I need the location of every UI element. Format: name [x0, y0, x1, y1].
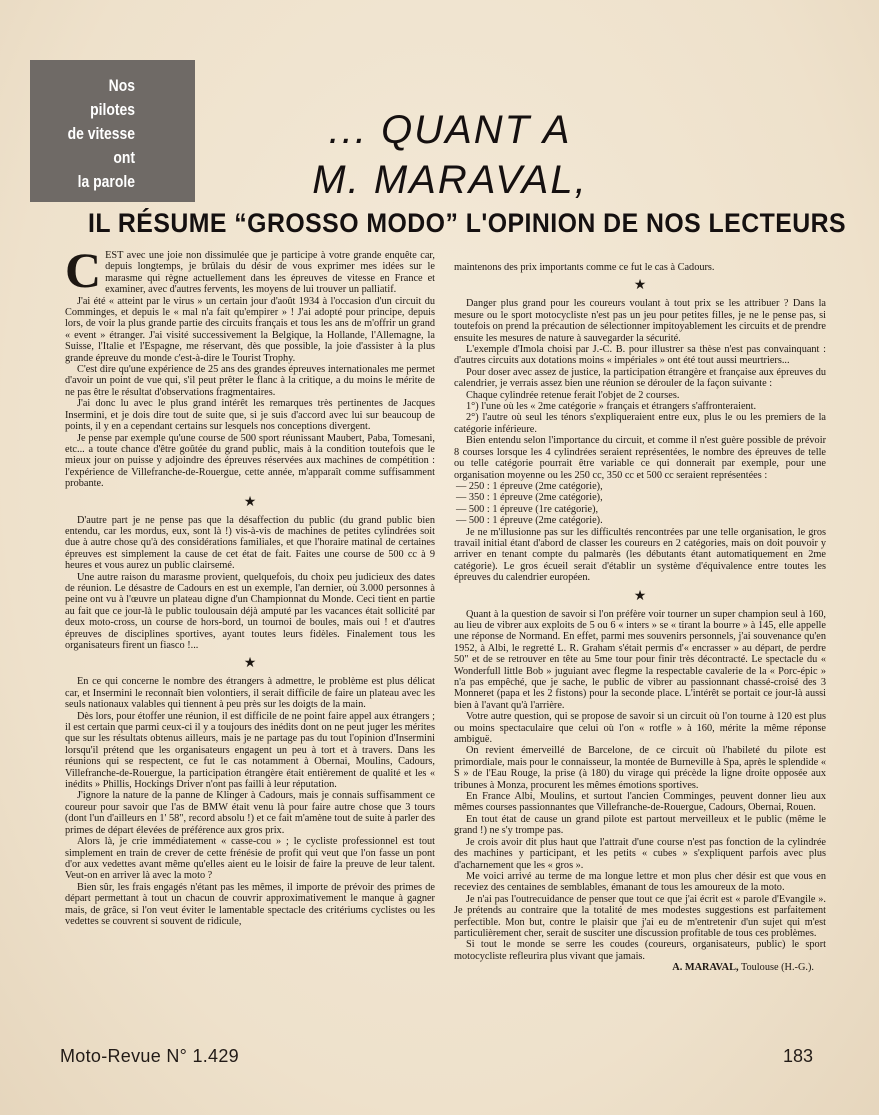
paragraph: C'est dire qu'une expérience de 25 ans des grandes épreuves internationales me permet d'avoir un point de vue qui, s'il peut prêter le flanc à la critique, a du moins le mérite de ne pas être le résultat d'observations fragmentaires. — [65, 364, 435, 398]
paragraph: 1°) l'une où les « 2me catégorie » français et étrangers s'affronteraient. — [466, 401, 757, 413]
drop-cap: C — [65, 242, 102, 298]
list-item: — 250 : 1 épreuve (2me catégorie), — [456, 480, 603, 492]
star-separator: ★ — [243, 656, 257, 672]
paragraph: L'exemple d'Imola choisi par J.-C. B. pour illustrer sa thèse n'est pas convainquant : d'autres circuits aux dotations moins « impériales » ont été tout aussi meurtriers... — [454, 344, 826, 367]
paragraph: Dès lors, pour étoffer une réunion, il est difficile de ne point faire appel aux étrangers ; il est certain que parmi ceux-ci il y a toujours des inédits dont on ne peut juger les mérites que sur les résultats obtenus ailleurs, mais je ne partage pas du tout l'opinion d'Insermini lorsqu'il prétend que les organisateurs engagent un peu à tort et à travers. Dans les réunions qui se respectent, ce fut le cas notamment à Obernai, Moulins, Cadours, Villefranche-de-Rouergue, la participation étrangère était entièrement de qualité et les « inédits » Phillis, Hockings Driver n'ont pas failli à leur réputation. — [65, 710, 436, 791]
list-item: — 500 : 1 épreuve (2me catégorie). — [456, 515, 603, 527]
paragraph: Je pense par exemple qu'une course de 500 sport réunissant Maubert, Paba, Tomesani, etc... a toute chance d'être goûtée du grand public, mais à la condition toutefois que le mieux jour on puisse y adjoindre des épreuves réservées aux machines de compétition : l'expérience de Villefranche-de-Rouergue, cette année, m'apparaît comme suffisamment probante. — [65, 432, 435, 490]
title-line-2: M. MARAVAL, — [312, 158, 588, 202]
paragraph: J'ai donc lu avec le plus grand intérêt les remarques très pertinentes de Jacques Insermini, et je dois dire tout de suite que, si je suis d'accord avec lui sur beaucoup de points, il y en a cependant certains sur lesquels nos conceptions divergent. — [65, 398, 435, 433]
signature — [454, 962, 826, 973]
paragraph: Quant à la question de savoir si l'on préfère voir tourner un super champion seul à 160, au lieu de vibrer aux exploits de 5 ou 6 « inters » se « tirant la bourre » à 145, elle appelle une réponse de Normand. En effet, parmi mes souvenirs personnels, j'ai souvenance qu'en 1952, à Albi, le regretté L. R. Graham s'était permis d'« encrasser » au départ, de perdre 50" et de se retrouver en tête au 5me tour pour finir très décontracté. Le spectacle du « Wonderfull little Bob » juguiant avec flegme la respectable cavalerie de la « Porc-épic » n'a pas empêché, que je sache, le public de vibrer au passionnant chassé-croisé des 3 Monneret (papa et les 2 fistons) pour la seconde place. L'intérêt se portait ce jour-là aussi bien à l'avant qu'à l'arrière. — [454, 608, 826, 711]
star-separator: ★ — [633, 278, 647, 294]
paragraph: Une autre raison du marasme provient, quelquefois, du choix peu judicieux des dates de réunion. Le désastre de Cadours en est un exemple, l'an dernier, où 3.000 personnes à peine ont vu à l'œuvre un plateau digne d'un Championnat du Monde. Ceci tient en partie au fait que ce jour-là le public toulousain déjà amputé par les vacances était sollicité par deux moto-cross, un course de hors-bord, un tournoi de boules, mais oui ! et d'autres épreuves de disciplines sportives, ayant toutes leurs fidèles. Finalement tous les organisateurs firent un fiasco !... — [65, 571, 435, 651]
paragraph: 2°) l'autre où seul les ténors s'expliqueraient entre eux, plus le ou les premiers de la catégorie inférieure. — [454, 412, 826, 435]
paragraph: CEST avec une joie non dissimulée que je participe à votre grande enquête car, depuis longtemps, je brûlais du désir de vous exprimer mes idées sur le marasme qui règne actuellement dans les épreuves de vitesse en France et examiner, avec d'autres fervents, les moyens de lui trouver un palliatif. — [65, 242, 435, 298]
paragraph: En tout état de cause un grand pilote est partout merveilleux et le public (même le grand !) ne s'y trompe pas. — [454, 813, 826, 837]
paragraph: On revient émerveillé de Barcelone, de ce circuit où l'habileté du pilote est primordiale, mais pour le connaisseur, la montée de Burneville à Spa, après le splendide « S » de l'Eau Rouge, la prise (à 180) du virage qui précède la ligne droite opposée aux tribunes à Monza, procurent les mêmes émotions sportives. — [454, 745, 826, 791]
author-place: Toulouse (H.-G.). — [740, 962, 814, 974]
paragraph: Si tout le monde se serre les coudes (coureurs, organisateurs, public) le sport motocycliste refleurira plus vivant que jamais. — [454, 939, 826, 962]
paragraph: Je n'ai pas l'outrecuidance de penser que tout ce que j'ai écrit est « parole d'Evangile ». Je prétends au contraire que la totalité de mes modestes suggestions est parfaitement perfectible. Mon but, contre le plaisir que j'ai eu de m'entretenir d'un sujet qui m'est particulièrement cher, serait de susciter une discussion profitable de tous ces problèmes. — [454, 893, 826, 939]
section-label-line: pilotes — [90, 100, 135, 119]
paragraph: maintenons des prix importants comme ce fut le cas à Cadours. — [454, 262, 715, 273]
paragraph: Chaque cylindrée retenue ferait l'objet de 2 courses. — [466, 389, 680, 401]
section-label-line: de vitesse — [67, 124, 135, 143]
paragraph: Je ne m'illusionne pas sur les difficultés rencontrées par une telle organisation, le gros travail initial étant d'abord de classer les coureurs en 2 catégories, mais on doit pouvoir y arriver en tenant compte du palmarès (les débutants étant automatiquement en 2me catégorie). Le gros écueil serait d'établir un système d'équivalence entre toutes les épreuves du calendrier européen. — [454, 526, 826, 584]
paragraph: Alors là, je crie immédiatement « casse-cou » ; le cycliste professionnel est tout simplement en train de crever de cette frénésie de profit qui veut que l'on fasse un pont d'or aux vedettes avant même qu'elles aient eu le loisir de faire la preuve de leur talent. Veut-on en arriver là avec la moto ? — [65, 836, 435, 882]
section-label-line: ont — [113, 148, 135, 167]
section-label-line: Nos — [108, 76, 135, 95]
footer-magazine: Moto-Revue N° 1.429 — [60, 1046, 239, 1066]
article-column-left — [65, 242, 436, 927]
paragraph: J'ignore la nature de la panne de Klinger à Cadours, mais je connais suffisamment ce coureur pour savoir que l'as de BMW était venu là pour faire autre chose que 3 tours (dont l'un d'ailleurs en 1' 58", record absolu !) et ce fait m'amène tout de suite à parler des primes de départ élevées de préférence aux gros prix. — [65, 790, 435, 836]
list-item: — 500 : 1 épreuve (1re catégorie), — [456, 503, 599, 515]
article-column-right — [454, 262, 826, 974]
paragraph: D'autre part je ne pense pas que la désaffection du public (du grand public bien entendu, car les mordus, eux, sont là !) vis-à-vis de machines de petites cylindrées soit due à autre chose qu'à des considérations familiales, et que l'horaire matinal de certaines épreuves est simplement la cause de cet état de fait. Faites une course de 500 cc à 9 heures et vous aurez un public clairsemé. — [65, 514, 435, 572]
paragraph: Votre autre question, qui se propose de savoir si un circuit où l'on tourne à 120 est plus ou moins spectaculaire que celui où l'on « rotfle » à 160, mérite la même réponse ambiguë. — [454, 711, 826, 746]
page-number: 183 — [782, 1046, 813, 1066]
title-line-1: ... QUANT A — [328, 108, 572, 152]
star-separator: ★ — [633, 588, 647, 604]
paragraph: Bien sûr, les frais engagés n'étant pas les mêmes, il importe de prévoir des primes de départ permettant à tout un chacun de couvrir approximativement le manque à gagner mais, de grâce, si l'on veut éviter le lamentable spectacle des critériums cyclistes ou les vedettes se couvrent si souvent de ridicule, — [65, 881, 435, 927]
list-item: — 350 : 1 épreuve (2me catégorie), — [456, 492, 603, 504]
section-label — [53, 74, 135, 194]
star-separator: ★ — [243, 494, 257, 510]
paragraph: Pour doser avec assez de justice, la participation étrangère et française aux épreuves du calendrier, je verrais assez bien une réunion se dérouler de la façon suivante : — [454, 366, 826, 390]
section-label-box — [30, 60, 195, 202]
paragraph: Bien entendu selon l'importance du circuit, et comme il n'est guère possible de prévoir 8 courses lorsque les 4 cylindrées seraient représentées, le nombre des épreuves de telle ou telle catégorie pourrait être variable ce qui donnerait par exemple, pour une organisation moyenne ou les 250 cc, 350 cc et 500 cc seraient représentées : — [454, 435, 826, 481]
paragraph: Je crois avoir dit plus haut que l'attrait d'une course n'est pas fonction de la cylindrée des machines y participant, et les petits « cubes » s'expliquent parfois avec plus d'acharnement que les « gros ». — [454, 836, 826, 871]
author-name: A. MARAVAL, — [672, 962, 739, 974]
paragraph: Me voici arrivé au terme de ma longue lettre et mon plus cher désir est que vous en receviez des centaines de semblables, émanant de tous les amoureux de la moto. — [454, 870, 826, 894]
paragraph: En France Albi, Moulins, et surtout l'ancien Comminges, peuvent donner lieu aux mêmes courses passionnantes que Villefranche-de-Rouergue, Cadours, Obernai, Rouen. — [454, 791, 826, 814]
paragraph: Danger plus grand pour les coureurs voulant à tout prix se les attribuer ? Dans la mesure ou le sport motocycliste n'est pas un jeu pour petites filles, je ne le pense pas, si toutefois on prend la précaution de sélectionner impitoyablement les circuits et de prendre ensuite les mesures de nature à sauvegarder la sécurité. — [454, 298, 826, 344]
paragraph: J'ai été « atteint par le virus » un certain jour d'août 1934 à l'occasion d'un circuit du Comminges, et depuis le « mal n'a fait qu'empirer » ! J'ai adopté pour principe, depuis lors, de voir la plus grande partie des circuits français et tous les ans de m'offrir un grand « event » étranger. J'ai visité successivement la Belgique, la Hollande, l'Allemagne, la Suisse, l'Italie et l'Espagne, me réservant, dès que possible, la joie d'assister à la plus grande épreuve du monde c'est-à-dire le Tourist Trophy. — [65, 295, 435, 364]
paragraph: En ce qui concerne le nombre des étrangers à admettre, le problème est plus délicat car, et Insermini le reconnaît bien volontiers, il serait difficile de faire un plateau avec les seuls nationaux valables qui tiennent à peu près sur les doigts de la main. — [65, 676, 435, 711]
subtitle: IL RÉSUME “GROSSO MODO” L'OPINION DE NOS LECTEURS — [88, 208, 847, 238]
section-label-line: la parole — [77, 172, 135, 191]
